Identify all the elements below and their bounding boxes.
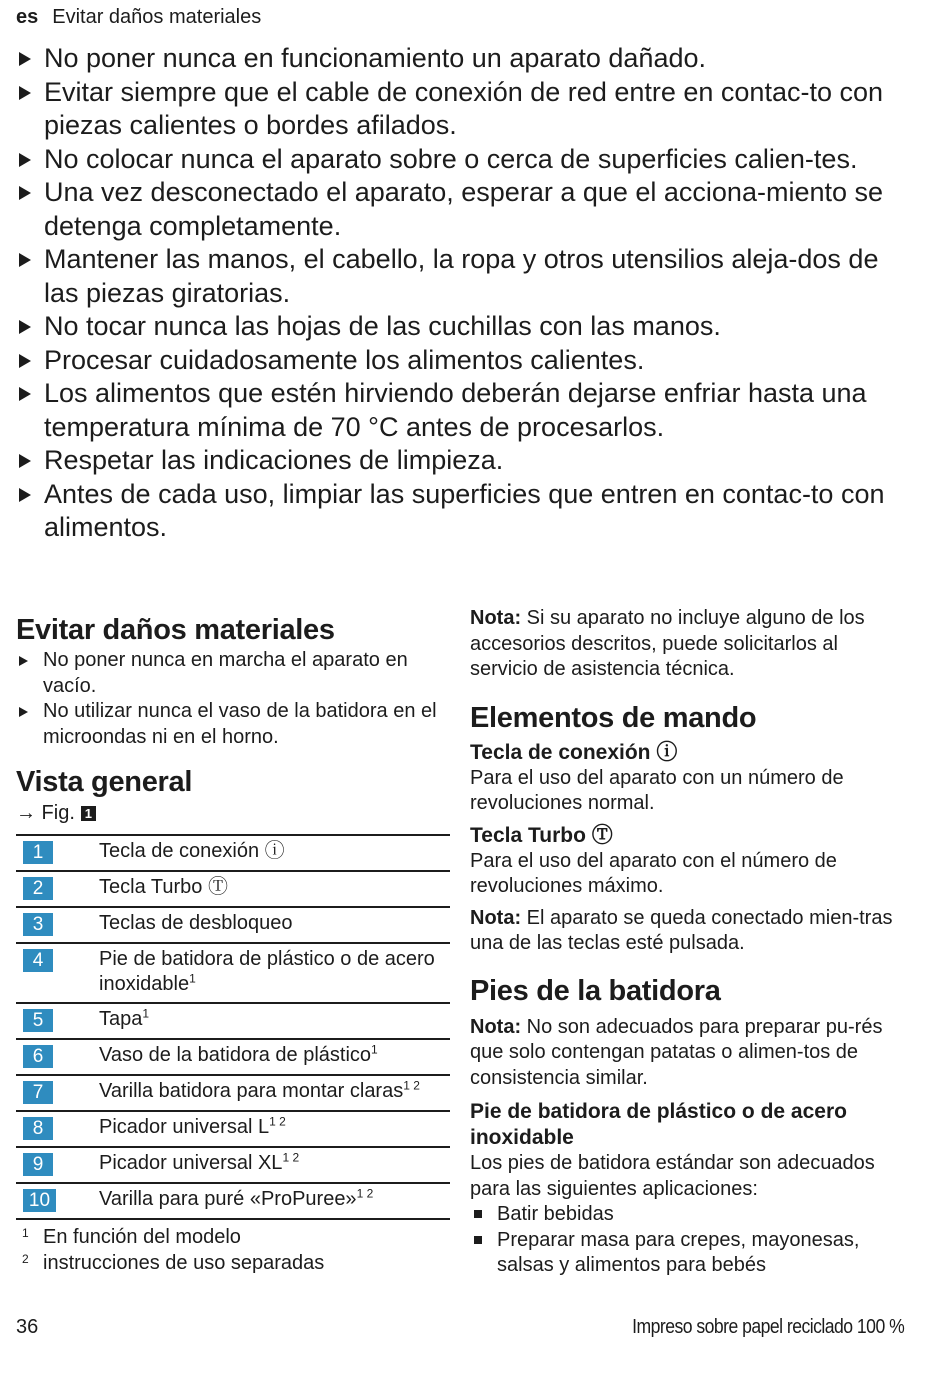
language-code: es	[16, 6, 39, 28]
part-number-badge: 6	[23, 1045, 53, 1068]
table-row	[16, 871, 450, 907]
table-row	[16, 1183, 450, 1219]
turbo-heading: Tecla Turbo Ⓣ	[470, 823, 613, 847]
note-label: Nota:	[470, 607, 522, 629]
part-number-badge: 2	[23, 877, 53, 900]
damage-list	[16, 648, 450, 750]
footnote	[16, 1224, 450, 1250]
footnote	[16, 1250, 450, 1276]
part-number-badge: 10	[23, 1189, 56, 1212]
uses-list	[470, 1202, 910, 1279]
list-item: Antes de cada uso, limpiar las superficies que entren en contac-to con alimentos.	[16, 478, 906, 545]
part-label: Teclas de desbloqueo	[99, 912, 293, 934]
part-label: Picador universal XL	[99, 1152, 283, 1174]
part-number-badge: 7	[23, 1081, 53, 1104]
list-item: Mantener las manos, el cabello, la ropa y otros utensilios aleja-dos de las piezas giratorias.	[16, 243, 906, 310]
safety-list	[16, 42, 906, 545]
turbo-text: Para el uso del aparato con el número de revoluciones máximo.	[470, 849, 837, 897]
controls-heading: Elementos de mando	[470, 701, 757, 734]
list-item: No utilizar nunca el vaso de la batidora en el microondas ni en el horno.	[16, 699, 450, 750]
part-label: Varilla para puré «ProPuree»	[99, 1188, 357, 1210]
footnote-text: En función del modelo	[43, 1226, 241, 1248]
damage-heading: Evitar daños materiales	[16, 614, 335, 646]
fig-ref-text: → Fig.	[16, 802, 75, 824]
table-row	[16, 943, 450, 1003]
footnote-ref: 1 2	[282, 1150, 300, 1165]
foot-sub-text: Los pies de batidora estándar son adecuados para las siguientes aplicaciones:	[470, 1152, 875, 1200]
list-item: Preparar masa para crepes, mayonesas, salsas y alimentos para bebés	[470, 1228, 910, 1279]
footnote-ref: 1	[189, 971, 196, 986]
part-label: Varilla batidora para montar claras	[99, 1080, 404, 1102]
header-title: Evitar daños materiales	[52, 6, 262, 28]
parts-table	[16, 834, 450, 1220]
list-item: No colocar nunca el aparato sobre o cerca de superficies calien-tes.	[16, 143, 906, 177]
part-number-badge: 1	[23, 841, 53, 864]
part-label: Vaso de la batidora de plástico	[99, 1044, 372, 1066]
list-item: Respetar las indicaciones de limpieza.	[16, 444, 906, 478]
right-column	[470, 606, 910, 1279]
figure-reference	[16, 800, 450, 826]
part-number-badge: 9	[23, 1153, 53, 1176]
left-column	[16, 612, 450, 1276]
table-row	[16, 1147, 450, 1183]
note-label: Nota:	[470, 1015, 522, 1038]
on-key-text: Para el uso del aparato con un número de revoluciones normal.	[470, 766, 844, 814]
footnote-mark: 1	[22, 1226, 29, 1240]
note-feet	[470, 1015, 910, 1092]
part-number-badge: 8	[23, 1117, 53, 1140]
page-number: 36	[16, 1316, 39, 1338]
note-accessories	[470, 606, 910, 683]
note-keys	[470, 906, 910, 957]
list-item: Procesar cuidadosamente los alimentos calientes.	[16, 344, 906, 378]
foot-subheading: Pie de batidora de plástico o de acero inoxidable	[470, 1100, 847, 1149]
list-item: No poner nunca en marcha el aparato en vacío.	[16, 648, 450, 699]
note-label: Nota:	[470, 906, 522, 929]
footnote-ref: 1	[142, 1006, 150, 1021]
part-number-badge: 4	[23, 949, 53, 972]
list-item: Los alimentos que estén hirviendo deberán dejarse enfriar hasta una temperatura mínima de 70 °C antes de procesarlos.	[16, 377, 906, 444]
footnotes	[16, 1224, 450, 1276]
table-row	[16, 1075, 450, 1111]
printed-note: Impreso sobre papel reciclado 100 %	[631, 1316, 904, 1338]
list-item: No poner nunca en funcionamiento un aparato dañado.	[16, 42, 906, 76]
list-item: Batir bebidas	[470, 1202, 910, 1228]
running-header	[16, 6, 261, 29]
part-label: Pie de batidora de plástico o de acero inoxidable	[99, 948, 435, 995]
footnote-ref: 1 2	[356, 1186, 374, 1201]
part-label: Tecla Turbo Ⓣ	[99, 876, 228, 898]
footnote-mark: 2	[22, 1252, 29, 1266]
feet-heading: Pies de la batidora	[470, 974, 721, 1007]
part-number-badge: 5	[23, 1009, 53, 1032]
table-row	[16, 1003, 450, 1039]
footnote-text: instrucciones de uso separadas	[43, 1252, 325, 1274]
footnote-ref: 1	[371, 1042, 378, 1057]
overview-heading: Vista general	[16, 766, 193, 798]
list-item: Una vez desconectado el aparato, esperar a que el acciona-miento se detenga completamente.	[16, 176, 906, 243]
list-item: Evitar siempre que el cable de conexión de red entre en contac-to con piezas calientes o bordes afilados.	[16, 76, 906, 143]
list-item: No tocar nunca las hojas de las cuchillas con las manos.	[16, 310, 906, 344]
table-row	[16, 835, 450, 871]
footnote-ref: 1 2	[269, 1114, 286, 1129]
note-text: No son adecuados para preparar pu-rés que solo contengan patatas o alimen-tos de consistencia similar.	[470, 1015, 883, 1089]
table-row	[16, 1039, 450, 1075]
note-text: El aparato se queda conectado mien-tras una de las teclas esté pulsada.	[470, 906, 893, 954]
part-number-badge: 3	[23, 913, 53, 936]
fig-number-badge: 1	[81, 806, 96, 821]
part-label: Picador universal L	[99, 1116, 270, 1138]
part-label: Tapa	[99, 1008, 143, 1030]
footnote-ref: 1 2	[403, 1078, 420, 1093]
on-key-heading: Tecla de conexión ⓘ	[470, 740, 678, 764]
table-row	[16, 1111, 450, 1147]
part-label: Tecla de conexión ⓘ	[99, 840, 285, 862]
note-text: Si su aparato no incluye alguno de los accesorios descritos, puede solicitarlos al servicio de asistencia técnica.	[470, 607, 865, 680]
table-row	[16, 907, 450, 943]
